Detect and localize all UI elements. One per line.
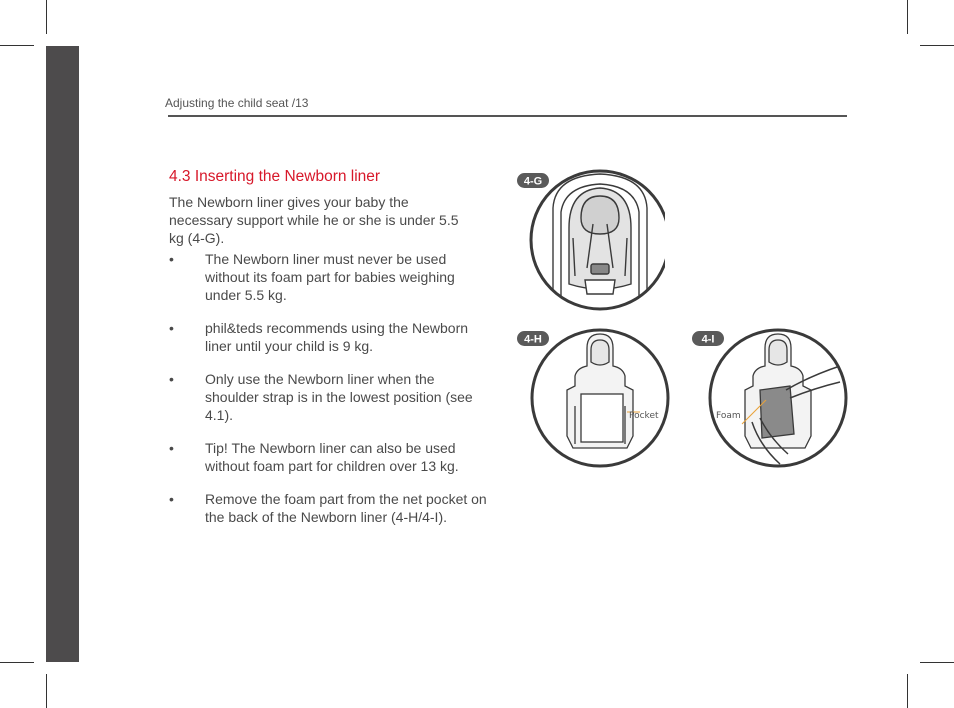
badge-4i: 4-I xyxy=(701,333,715,346)
header-rule xyxy=(168,115,847,117)
list-item xyxy=(169,250,489,304)
crop-mark-top-right-v xyxy=(907,0,908,34)
crop-mark-bottom-left-h xyxy=(0,662,34,663)
crop-mark-top-right-h xyxy=(920,45,954,46)
bullet-text: Only use the Newborn liner when the shoulder strap is in the lowest position (see 4.1). xyxy=(205,371,473,423)
crop-mark-bottom-right-v xyxy=(907,674,908,708)
bullet-icon: • xyxy=(169,440,174,456)
bullet-text: The Newborn liner must never be used without its foam part for babies weighing under 5.5 kg. xyxy=(205,251,455,303)
figure-4h xyxy=(515,326,685,472)
running-header: Adjusting the child seat /13 xyxy=(165,96,309,110)
foam-label: Foam xyxy=(716,411,741,421)
list-item xyxy=(169,370,489,424)
crop-mark-bottom-left-v xyxy=(46,674,47,708)
bullet-icon: • xyxy=(169,320,174,336)
figure-4g xyxy=(515,168,665,314)
bullet-text: Tip! The Newborn liner can also be used without foam part for children over 13 kg. xyxy=(205,440,459,474)
crop-mark-bottom-right-h xyxy=(920,662,954,663)
intro-paragraph: The Newborn liner gives your baby the necessary support while he or she is under 5.5 kg (4-G). xyxy=(169,194,459,246)
crop-mark-top-left-h xyxy=(0,45,34,46)
bullet-icon: • xyxy=(169,371,174,387)
list-item xyxy=(169,439,489,475)
crop-mark-top-left-v xyxy=(46,0,47,34)
bullet-text: phil&teds recommends using the Newborn liner until your child is 9 kg. xyxy=(205,320,469,354)
badge-4h: 4-H xyxy=(524,333,542,346)
list-item xyxy=(169,490,489,526)
bullet-text: Remove the foam part from the net pocket on the back of the Newborn liner (4-H/4-I). xyxy=(205,491,487,525)
pocket-label: Pocket xyxy=(629,411,659,421)
bullet-list xyxy=(169,250,489,541)
badge-4g: 4-G xyxy=(523,175,543,188)
bullet-icon: • xyxy=(169,491,174,507)
figure-4i xyxy=(690,326,860,472)
list-item xyxy=(169,319,489,355)
page-side-bar xyxy=(46,46,79,662)
bullet-icon: • xyxy=(169,251,174,267)
section-title: 4.3 Inserting the Newborn liner xyxy=(169,168,381,185)
